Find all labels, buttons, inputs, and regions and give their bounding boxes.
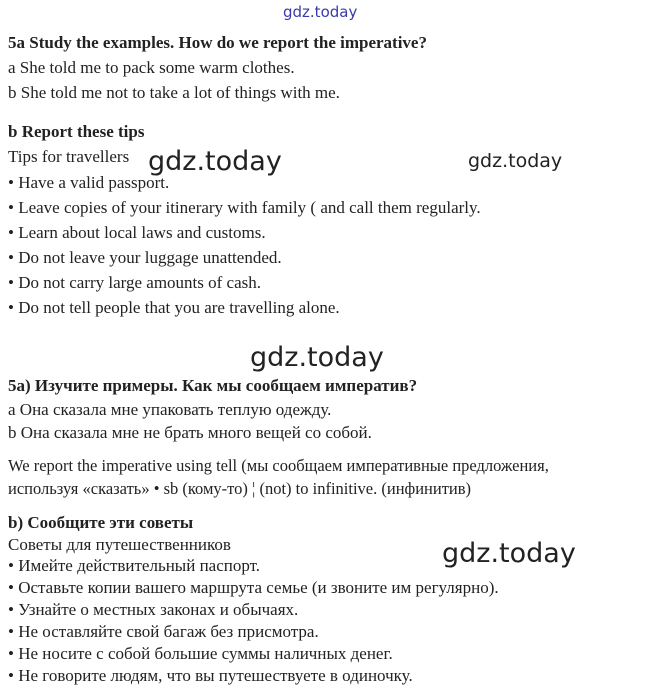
tip-item: • Leave copies of your itinerary with family ( and call them regularly. [8, 198, 481, 217]
watermark-large-1: gdz.today [148, 146, 282, 177]
explanation-line-1: We report the imperative using tell (мы сообщаем императивные предложения, [8, 456, 549, 475]
tip-item: • Learn about local laws and customs. [8, 223, 266, 242]
example-b-ru: b Она сказала мне не брать много вещей со собой. [8, 423, 372, 442]
tip-item-ru: • Не оставляйте свой багаж без присмотра. [8, 622, 319, 641]
example-b: b She told me not to take a lot of things with me. [8, 83, 340, 102]
example-a: a She told me to pack some warm clothes. [8, 58, 295, 77]
exercise-b-ru-heading: b) Сообщите эти советы [8, 513, 194, 532]
watermark-large-3: gdz.today [442, 538, 576, 569]
tip-item: • Have a valid passport. [8, 173, 170, 192]
watermark-small-right: gdz.today [468, 150, 563, 172]
example-a-ru: а Она сказала мне упаковать теплую одежду. [8, 400, 332, 419]
exercise-5a-heading: 5a Study the examples. How do we report the imperative? [8, 33, 427, 52]
tip-item: • Do not leave your luggage unattended. [8, 248, 282, 267]
tip-item-ru: • Узнайте о местных законах и обычаях. [8, 600, 299, 619]
tips-subtitle-ru: Советы для путешественников [8, 535, 231, 554]
exercise-b-heading: b Report these tips [8, 122, 145, 141]
tip-item-ru: • Оставьте копии вашего маршрута семье (и звоните им регулярно). [8, 578, 499, 597]
tip-item: • Do not tell people that you are travelling alone. [8, 298, 340, 317]
tip-item-ru: • Имейте действительный паспорт. [8, 556, 261, 575]
tip-item-ru: • Не говорите людям, что вы путешествуете в одиночку. [8, 666, 413, 685]
watermark-large-2: gdz.today [250, 342, 384, 373]
tips-subtitle: Tips for travellers [8, 147, 130, 166]
explanation-line-2: используя «сказать» • sb (кому-то) ¦ (not) to infinitive. (инфинитив) [8, 479, 472, 498]
exercise-5a-ru-heading: 5a) Изучите примеры. Как мы сообщаем императив? [8, 376, 418, 395]
tip-item: • Do not carry large amounts of cash. [8, 273, 262, 292]
watermark-top: gdz.today [283, 3, 358, 21]
tip-item-ru: • Не носите с собой большие суммы наличных денег. [8, 644, 393, 663]
